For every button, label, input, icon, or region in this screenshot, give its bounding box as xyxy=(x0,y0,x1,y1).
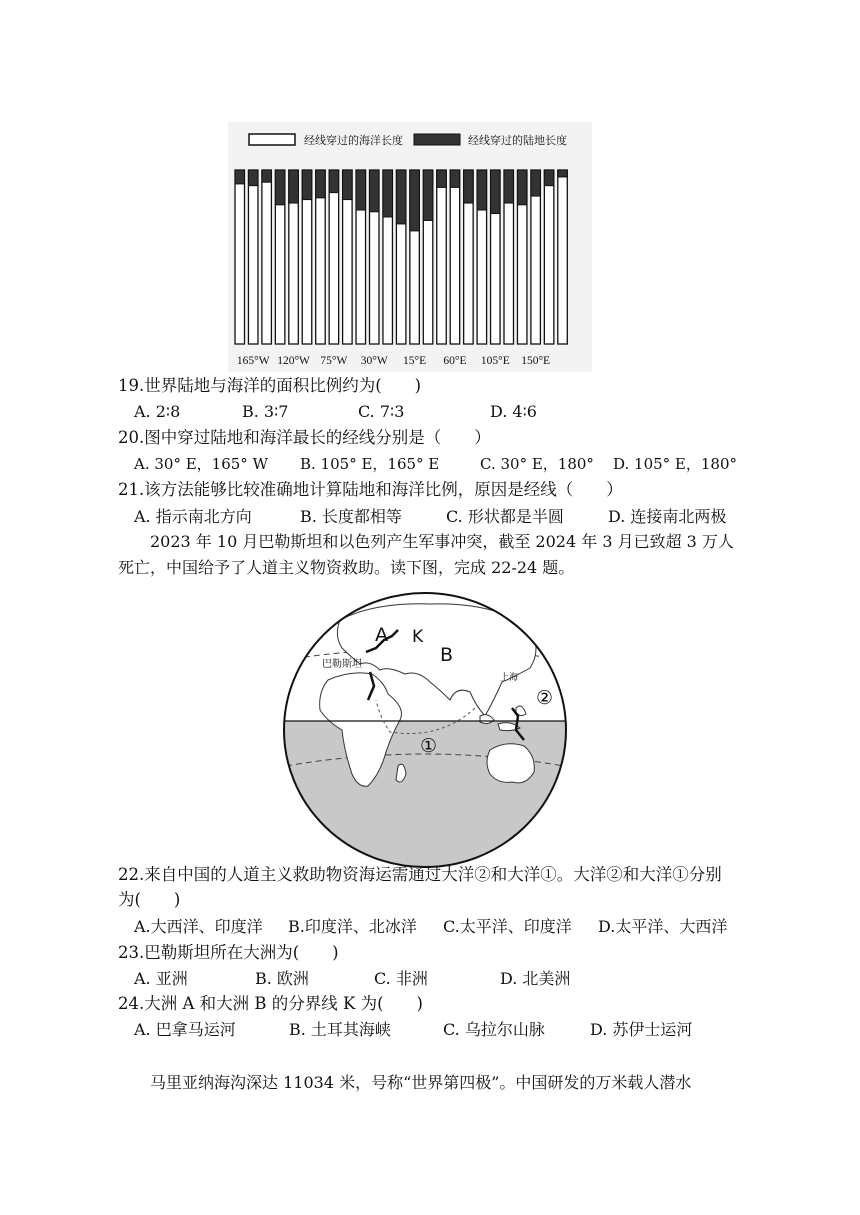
q20-option-b[interactable]: B. 105° E，165° E xyxy=(300,455,440,473)
q24-option-a[interactable]: A. 巴拿马运河 xyxy=(134,1020,236,1039)
land-bar-14 xyxy=(423,170,433,220)
bars-group xyxy=(235,170,567,344)
q20-option-a[interactable]: A. 30° E，165° W xyxy=(134,455,268,473)
ocean-bar-0 xyxy=(235,170,245,344)
q23-option-c[interactable]: C. 非洲 xyxy=(374,969,428,988)
x-tick-label-7: 150°E xyxy=(521,355,551,367)
q19-option-d[interactable]: D. 4∶6 xyxy=(490,402,537,421)
q21-option-b[interactable]: B. 长度都相等 xyxy=(300,507,402,526)
continent-a-label: A xyxy=(375,624,388,646)
x-tick-label-2: 75°W xyxy=(320,355,348,367)
world-globe-map xyxy=(280,590,580,870)
q22-option-d[interactable]: D.太平洋、大西洋 xyxy=(598,917,728,936)
meridian-land-ocean-bar-chart xyxy=(228,122,592,372)
land-bar-6 xyxy=(316,170,326,198)
ocean-2-label: ② xyxy=(536,687,554,709)
land-bar-10 xyxy=(370,170,380,212)
land-bar-13 xyxy=(410,170,420,231)
q23-option-a[interactable]: A. 亚洲 xyxy=(134,969,188,988)
q23-stem: 23.巴勒斯坦所在大洲为( ) xyxy=(118,943,339,962)
land-bar-11 xyxy=(383,170,393,217)
land-bar-0 xyxy=(235,170,245,184)
land-bar-21 xyxy=(517,170,527,205)
x-tick-label-6: 105°E xyxy=(480,355,510,367)
ocean-bar-16 xyxy=(450,170,460,344)
boundary-k-label: K xyxy=(412,627,424,647)
q21-option-a[interactable]: A. 指示南北方向 xyxy=(134,507,252,526)
passage-intro-line2: 死亡，中国给予了人道主义物资救助。读下图，完成 22-24 题。 xyxy=(118,558,575,577)
land-bar-17 xyxy=(464,170,474,203)
x-tick-label-0: 165°W xyxy=(236,355,270,367)
q24-option-c[interactable]: C. 乌拉尔山脉 xyxy=(443,1020,545,1039)
ocean-1-label: ① xyxy=(420,735,438,757)
passage-intro-line1: 2023 年 10 月巴勒斯坦和以色列产生军事冲突，截至 2024 年 3 月已致超 3 万人 xyxy=(150,532,734,551)
land-bar-12 xyxy=(396,170,406,224)
ocean-bar-23 xyxy=(544,170,554,344)
legend-ocean-label: 经线穿过的海洋长度 xyxy=(304,134,403,147)
land-bar-9 xyxy=(356,170,366,210)
q20-option-c[interactable]: C. 30° E，180° xyxy=(480,455,594,473)
land-bar-20 xyxy=(504,170,514,203)
q24-option-d[interactable]: D. 苏伊士运河 xyxy=(590,1020,693,1039)
q22-option-c[interactable]: C.太平洋、印度洋 xyxy=(443,917,572,936)
palestine-label: 巴勒斯坦 xyxy=(322,659,362,670)
q24-option-b[interactable]: B. 土耳其海峡 xyxy=(289,1020,391,1039)
land-bar-8 xyxy=(343,170,353,200)
land-bar-7 xyxy=(329,170,339,193)
ocean-bar-1 xyxy=(248,170,258,344)
shanghai-label: 上海 xyxy=(500,673,519,683)
land-bar-22 xyxy=(531,170,541,196)
ocean-bar-24 xyxy=(558,170,568,344)
australia-landmass xyxy=(487,744,534,783)
q19-option-b[interactable]: B. 3∶7 xyxy=(242,402,289,421)
q23-option-d[interactable]: D. 北美洲 xyxy=(500,969,571,988)
legend-land-label: 经线穿过的陆地长度 xyxy=(468,134,567,147)
q22-stem-line2: 为( ) xyxy=(118,890,181,909)
ocean-bar-2 xyxy=(262,170,272,344)
land-bar-5 xyxy=(302,170,312,200)
next-passage-text: 马里亚纳海沟深达 11034 米，号称“世界第四极”。中国研发的万米载人潜水 xyxy=(150,1073,692,1092)
q24-stem: 24.大洲 A 和大洲 B 的分界线 K 为( ) xyxy=(118,994,423,1013)
land-bar-15 xyxy=(437,170,447,187)
land-bar-4 xyxy=(289,170,299,203)
x-tick-label-3: 30°W xyxy=(360,355,388,367)
x-tick-label-5: 60°E xyxy=(443,355,467,367)
q21-stem: 21.该方法能够比较准确地计算陆地和海洋比例，原因是经线（ ） xyxy=(118,480,623,499)
land-bar-16 xyxy=(450,170,460,187)
land-bar-19 xyxy=(491,170,501,214)
q22-option-a[interactable]: A.大西洋、印度洋 xyxy=(134,917,263,936)
q22-stem-line1: 22.来自中国的人道主义救助物资海运需通过大洋②和大洋①。大洋②和大洋①分别 xyxy=(118,865,722,884)
x-tick-label-1: 120°W xyxy=(277,355,310,367)
land-bar-2 xyxy=(262,170,272,182)
legend-ocean-swatch xyxy=(249,134,295,145)
legend-land-swatch xyxy=(414,134,460,145)
land-bar-1 xyxy=(248,170,258,186)
land-bar-18 xyxy=(477,170,487,210)
land-bar-3 xyxy=(275,170,285,205)
continent-b-label: B xyxy=(440,644,454,666)
q19-option-c[interactable]: C. 7∶3 xyxy=(358,402,405,421)
land-bar-23 xyxy=(544,170,554,186)
q21-option-d[interactable]: D. 连接南北两极 xyxy=(608,507,727,526)
q20-stem: 20.图中穿过陆地和海洋最长的经线分别是（ ） xyxy=(118,428,491,447)
q22-option-b[interactable]: B.印度洋、北冰洋 xyxy=(288,917,417,936)
q20-option-d[interactable]: D. 105° E，180° xyxy=(613,455,738,473)
q19-stem: 19.世界陆地与海洋的面积比例约为( ) xyxy=(118,376,422,395)
q19-option-a[interactable]: A. 2∶8 xyxy=(134,402,181,421)
ocean-bar-15 xyxy=(437,170,447,344)
land-bar-24 xyxy=(558,170,568,177)
ocean-bar-7 xyxy=(329,170,339,344)
q23-option-b[interactable]: B. 欧洲 xyxy=(255,969,309,988)
x-tick-label-4: 15°E xyxy=(403,355,427,367)
q21-option-c[interactable]: C. 形状都是半圆 xyxy=(446,507,564,526)
